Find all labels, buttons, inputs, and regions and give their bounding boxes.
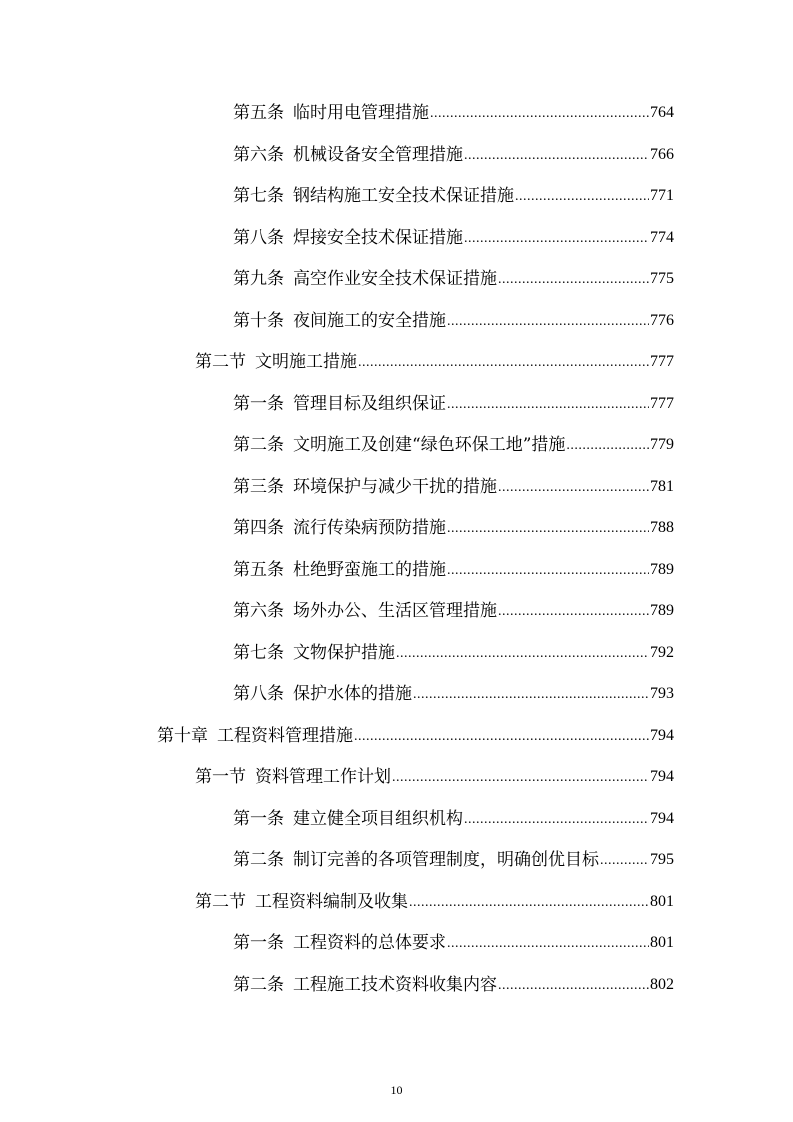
toc-entry-title: 保护水体的措施 <box>293 684 412 704</box>
toc-entry-title: 制订完善的各项管理制度，明确创优目标 <box>293 850 599 870</box>
toc-dot-leader <box>408 893 649 913</box>
toc-entry-number: 第一条 <box>233 394 284 414</box>
toc-entry <box>233 94 674 124</box>
toc-dot-leader <box>599 851 649 871</box>
toc-entry-title: 工程资料管理措施 <box>217 726 353 746</box>
toc-entry <box>233 634 674 664</box>
toc-entry-page: 771 <box>650 187 674 204</box>
toc-entry-number: 第二条 <box>233 435 284 455</box>
toc-entry-page: 794 <box>650 810 674 827</box>
toc-entry-number: 第四条 <box>233 518 284 538</box>
toc-dot-leader <box>463 810 649 830</box>
toc-entry <box>195 883 674 913</box>
toc-entry <box>195 758 674 788</box>
toc-entry-number: 第五条 <box>233 103 284 123</box>
toc-entry-page: 789 <box>650 602 674 619</box>
toc-entry <box>233 592 674 622</box>
toc-dot-leader <box>497 602 649 622</box>
toc-entry-number: 第一节 <box>195 767 246 787</box>
toc-dot-leader <box>429 104 649 124</box>
toc-entry-title: 工程资料的总体要求 <box>293 933 446 953</box>
toc-entry-number: 第七条 <box>233 186 284 206</box>
toc-entry-page: 793 <box>650 685 674 702</box>
toc-entry-title: 文明施工及创建“绿色环保工地”措施 <box>293 435 566 455</box>
toc-entry-title: 文物保护措施 <box>293 643 395 663</box>
toc-dot-leader <box>395 644 649 664</box>
toc-entry-title: 焊接安全技术保证措施 <box>293 228 463 248</box>
toc-entry-page: 777 <box>650 395 674 412</box>
toc-entry <box>157 717 674 747</box>
toc-entry-number: 第六条 <box>233 601 284 621</box>
toc-entry-title: 高空作业安全技术保证措施 <box>293 269 497 289</box>
toc-entry-page: 792 <box>650 644 674 661</box>
toc-entry <box>233 426 674 456</box>
toc-entry-number: 第六条 <box>233 145 284 165</box>
toc-entry-page: 801 <box>650 893 674 910</box>
toc-dot-leader <box>514 187 649 207</box>
toc-entry-page: 774 <box>650 229 674 246</box>
toc-entry-page: 801 <box>650 934 674 951</box>
toc-entry-page: 775 <box>650 270 674 287</box>
toc-entry-page: 789 <box>650 561 674 578</box>
toc-entry-title: 管理目标及组织保证 <box>293 394 446 414</box>
toc-entry-title: 建立健全项目组织机构 <box>293 809 463 829</box>
toc-entry-number: 第七条 <box>233 643 284 663</box>
toc-entry-title: 工程资料编制及收集 <box>255 892 408 912</box>
toc-dot-leader <box>565 436 649 456</box>
toc-entry-title: 杜绝野蛮施工的措施 <box>293 560 446 580</box>
toc-entry-page: 788 <box>650 519 674 536</box>
toc-entry-number: 第一条 <box>233 933 284 953</box>
toc-dot-leader <box>446 519 649 539</box>
page-number: 10 <box>390 1083 403 1097</box>
toc-entry <box>233 468 674 498</box>
toc-entry <box>233 551 674 581</box>
toc-dot-leader <box>463 229 649 249</box>
toc-entry <box>233 302 674 332</box>
toc-entry-page: 794 <box>650 727 674 744</box>
toc-dot-leader <box>412 685 649 705</box>
toc-entry-page: 794 <box>650 768 674 785</box>
toc-entry <box>233 924 674 954</box>
toc-entry-page: 764 <box>650 104 674 121</box>
toc-entry <box>233 385 674 415</box>
toc-entry <box>195 343 674 373</box>
toc-dot-leader <box>497 976 649 996</box>
toc-entry <box>233 136 674 166</box>
toc-entry-number: 第二节 <box>195 892 246 912</box>
toc-entry-number: 第八条 <box>233 684 284 704</box>
toc-entry-page: 766 <box>650 146 674 163</box>
toc-dot-leader <box>446 395 649 415</box>
toc-entry-title: 环境保护与减少干扰的措施 <box>293 477 497 497</box>
toc-entry <box>233 219 674 249</box>
toc-entry-number: 第二条 <box>233 975 284 995</box>
toc-entry <box>233 966 674 996</box>
toc-dot-leader <box>353 727 649 747</box>
toc-entry-page: 802 <box>650 976 674 993</box>
toc-entry-title: 文明施工措施 <box>255 352 357 372</box>
toc-entry-title: 场外办公、生活区管理措施 <box>293 601 497 621</box>
toc-entry-title: 机械设备安全管理措施 <box>293 145 463 165</box>
toc-dot-leader <box>357 353 649 373</box>
toc-dot-leader <box>446 934 649 954</box>
toc-entry <box>233 260 674 290</box>
toc-entry-title: 临时用电管理措施 <box>293 103 429 123</box>
toc-entry <box>233 841 674 871</box>
toc-entry-number: 第二条 <box>233 850 284 870</box>
toc-entry <box>233 177 674 207</box>
toc-entry-number: 第五条 <box>233 560 284 580</box>
toc-entry-title: 流行传染病预防措施 <box>293 518 446 538</box>
toc-entry-number: 第十条 <box>233 311 284 331</box>
toc-dot-leader <box>497 478 649 498</box>
toc-entry <box>233 509 674 539</box>
toc-entry-page: 781 <box>650 478 674 495</box>
toc-entry-number: 第二节 <box>195 352 246 372</box>
toc-entry <box>233 675 674 705</box>
toc-entry <box>233 800 674 830</box>
toc-dot-leader <box>391 768 649 788</box>
toc-entry-number: 第八条 <box>233 228 284 248</box>
toc-dot-leader <box>497 270 649 290</box>
toc-dot-leader <box>463 146 649 166</box>
toc-entry-page: 795 <box>650 851 674 868</box>
toc-entry-title: 钢结构施工安全技术保证措施 <box>293 186 514 206</box>
toc-entry-number: 第十章 <box>157 726 208 746</box>
toc-entry-number: 第三条 <box>233 477 284 497</box>
toc-entry-title: 工程施工技术资料收集内容 <box>293 975 497 995</box>
toc-entry-page: 777 <box>650 353 674 370</box>
toc-dot-leader <box>446 312 649 332</box>
toc-entry-page: 779 <box>650 436 674 453</box>
toc-entry-number: 第九条 <box>233 269 284 289</box>
toc-entry-number: 第一条 <box>233 809 284 829</box>
toc-entry-page: 776 <box>650 312 674 329</box>
toc-dot-leader <box>446 561 649 581</box>
toc-entry-title: 夜间施工的安全措施 <box>293 311 446 331</box>
toc-entry-title: 资料管理工作计划 <box>255 767 391 787</box>
